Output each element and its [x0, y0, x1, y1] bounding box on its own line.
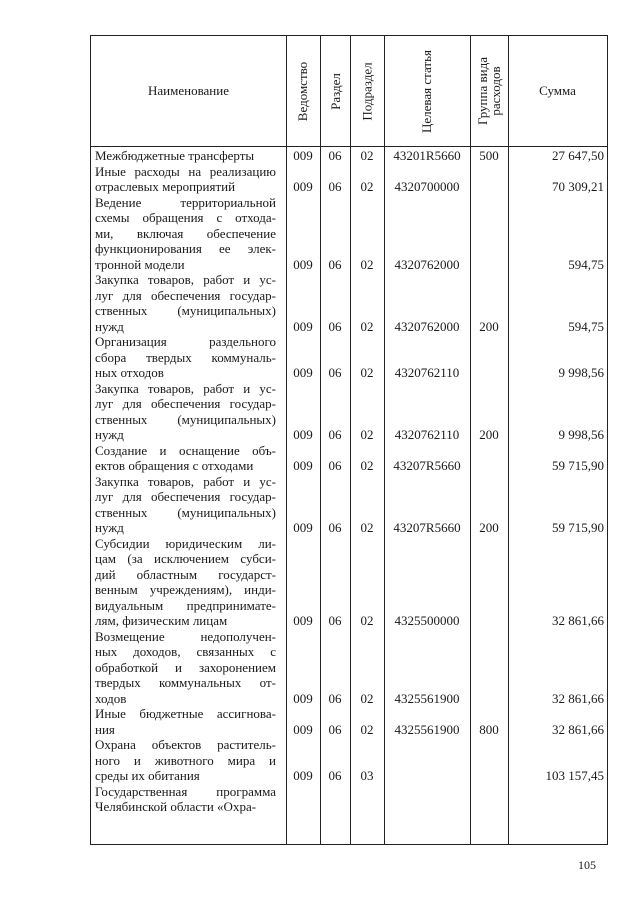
row-name-line: отраслевых мероприятий	[95, 179, 236, 194]
row-razd: 06	[328, 365, 342, 380]
row-name-line: Иные бюджетные ассигнова-	[95, 706, 276, 721]
row-name-line: Закупка товаров, работ и ус-	[95, 272, 276, 287]
row-razd: 06	[328, 690, 342, 706]
header-gruppa	[470, 36, 508, 146]
row-stat: 43207R5660	[393, 458, 461, 473]
row-name	[95, 272, 276, 334]
row-grp: 200	[479, 318, 499, 334]
row-name	[95, 784, 276, 815]
header-gruppa-line2: расходов	[488, 66, 504, 116]
row-podr: 02	[360, 148, 374, 163]
row-stat: 4325561900	[394, 690, 460, 706]
row-ved: 009	[293, 768, 313, 783]
row-ved: 009	[293, 427, 313, 442]
row-name-line: Закупка товаров, работ и ус-	[95, 473, 276, 489]
row-name-line: ных отходов	[95, 365, 164, 380]
row-stat: 4325500000	[394, 613, 460, 628]
row-razd: 06	[328, 458, 342, 473]
row-name-line: ственных (муниципальных)	[95, 504, 276, 520]
row-name-line: Межбюджетные трансферты	[95, 148, 255, 163]
row-sum: 32 861,66	[552, 613, 604, 628]
row-name	[95, 148, 276, 164]
row-ved: 009	[293, 613, 313, 628]
row-ved: 009	[293, 179, 313, 194]
row-sum: 27 647,50	[552, 148, 604, 163]
row-ved: 009	[293, 365, 313, 380]
row-stat: 43207R5660	[393, 520, 461, 535]
row-name-line: ния	[95, 721, 115, 737]
row-sum: 32 861,66	[552, 690, 604, 706]
row-podr: 02	[360, 690, 374, 706]
header-divider	[90, 146, 608, 147]
row-name-line: функционирования ее элек-	[95, 241, 276, 256]
row-podr: 02	[360, 721, 374, 737]
row-name-line: ми, включая обеспечение	[95, 225, 276, 241]
row-name	[95, 629, 276, 707]
row-sum: 594,75	[568, 318, 604, 334]
row-podr: 02	[360, 365, 374, 380]
row-podr: 02	[360, 256, 374, 272]
row-name-line: ного и животного мира и	[95, 752, 276, 768]
row-name	[95, 195, 276, 273]
row-name-line: венным учреждениям), инди-	[95, 582, 276, 597]
row-stat: 4320762110	[394, 365, 460, 380]
row-name-line: тронной модели	[95, 256, 185, 272]
row-razd: 06	[328, 256, 342, 272]
row-stat: 43201R5660	[393, 148, 461, 163]
row-podr: 02	[360, 427, 374, 442]
row-razd: 06	[328, 148, 342, 163]
row-podr: 02	[360, 520, 374, 535]
header-podrazdel	[350, 36, 384, 146]
row-name-line: Охрана объектов раститель-	[95, 737, 276, 752]
row-name-line: ектов обращения с отходами	[95, 458, 254, 473]
row-ved: 009	[293, 520, 313, 535]
header-summa-label: Сумма	[539, 83, 576, 98]
row-name-line: Возмещение недополучен-	[95, 628, 276, 644]
row-name	[95, 536, 276, 629]
row-name-line: ходов	[95, 690, 127, 706]
row-name-line: среды их обитания	[95, 768, 200, 783]
row-name-line: луг для обеспечения государ-	[95, 287, 276, 303]
row-sum: 70 309,21	[552, 179, 604, 194]
row-sum: 103 157,45	[545, 768, 604, 783]
row-name-line: ственных (муниципальных)	[95, 411, 276, 427]
row-sum: 32 861,66	[552, 721, 604, 737]
header-name	[91, 36, 286, 146]
row-stat: 4320700000	[394, 179, 460, 194]
row-ved: 009	[293, 458, 313, 473]
row-name-line: Ведение территориальной	[95, 194, 276, 210]
header-podrazdel-label: Подраздел	[359, 61, 375, 121]
header-gruppa-label	[476, 57, 502, 125]
header-vedomstvo	[286, 36, 320, 146]
row-name-line: ных доходов, связанных с	[95, 644, 276, 659]
header-razdel	[320, 36, 350, 146]
header-summa	[508, 36, 607, 146]
row-name-line: луг для обеспечения государ-	[95, 396, 276, 411]
row-podr: 02	[360, 613, 374, 628]
row-grp: 800	[479, 721, 499, 737]
row-ved: 009	[293, 318, 313, 334]
row-name-line: нужд	[95, 318, 124, 334]
row-name	[95, 443, 276, 474]
row-podr: 02	[360, 458, 374, 473]
row-sum: 59 715,90	[552, 520, 604, 535]
row-razd: 06	[328, 318, 342, 334]
row-name	[95, 474, 276, 536]
row-razd: 06	[328, 179, 342, 194]
row-name-line: цам (за исключением субси-	[95, 551, 276, 566]
row-grp: 200	[479, 520, 499, 535]
row-sum: 594,75	[568, 256, 604, 272]
row-name-line: схемы обращения с отхода-	[95, 210, 276, 225]
row-razd: 06	[328, 768, 342, 783]
row-razd: 06	[328, 613, 342, 628]
row-name-line: Закупка товаров, работ и ус-	[95, 380, 276, 396]
row-name	[95, 737, 276, 784]
row-ved: 009	[293, 256, 313, 272]
row-name-line: нужд	[95, 427, 124, 442]
row-name-line: нужд	[95, 520, 124, 535]
row-name-line: твердых коммунальных от-	[95, 675, 276, 690]
row-name	[95, 334, 276, 381]
row-ved: 009	[293, 721, 313, 737]
row-podr: 03	[360, 768, 374, 783]
row-name	[95, 706, 276, 737]
row-ved: 009	[293, 690, 313, 706]
row-podr: 02	[360, 179, 374, 194]
row-sum: 9 998,56	[558, 365, 604, 380]
row-sum: 59 715,90	[552, 458, 604, 473]
row-name-line: дий областным государст-	[95, 566, 276, 582]
row-name-line: Организация раздельного	[95, 334, 276, 349]
header-statya-label: Целевая статья	[419, 49, 435, 133]
row-stat: 4320762000	[394, 256, 460, 272]
row-razd: 06	[328, 721, 342, 737]
row-grp: 200	[479, 427, 499, 442]
row-podr: 02	[360, 318, 374, 334]
row-name-line: Создание и оснащение объ-	[95, 442, 276, 458]
row-name-line: Субсидии юридическим ли-	[95, 535, 276, 551]
row-sum: 9 998,56	[558, 427, 604, 442]
row-name	[95, 164, 276, 195]
row-name	[95, 381, 276, 443]
header-name-label: Наименование	[148, 83, 229, 98]
row-name-line: обработкой и захоронением	[95, 659, 276, 675]
page-number: 105	[578, 858, 596, 872]
row-name-line: видуальным предпринимате-	[95, 597, 276, 613]
row-name-line: Иные расходы на реализацию	[95, 163, 276, 179]
header-vedomstvo-label: Ведомство	[295, 61, 311, 121]
row-stat: 4325561900	[394, 721, 460, 737]
row-stat: 4320762110	[394, 427, 460, 442]
row-razd: 06	[328, 520, 342, 535]
row-ved: 009	[293, 148, 313, 163]
row-name-line: луг для обеспечения государ-	[95, 489, 276, 504]
row-name-line: лям, физическим лицам	[95, 613, 228, 628]
row-razd: 06	[328, 427, 342, 442]
header-gruppa-line1: Группа вида	[475, 57, 491, 125]
row-stat: 4320762000	[394, 318, 460, 334]
row-name-line: Челябинской области «Охра-	[95, 799, 257, 814]
row-grp: 500	[479, 148, 499, 163]
header-razdel-label: Раздел	[327, 72, 343, 110]
row-name-line: ственных (муниципальных)	[95, 303, 276, 318]
row-name-line: сбора твердых коммуналь-	[95, 349, 276, 365]
header-statya	[384, 36, 470, 146]
row-name-line: Государственная программа	[95, 783, 276, 799]
